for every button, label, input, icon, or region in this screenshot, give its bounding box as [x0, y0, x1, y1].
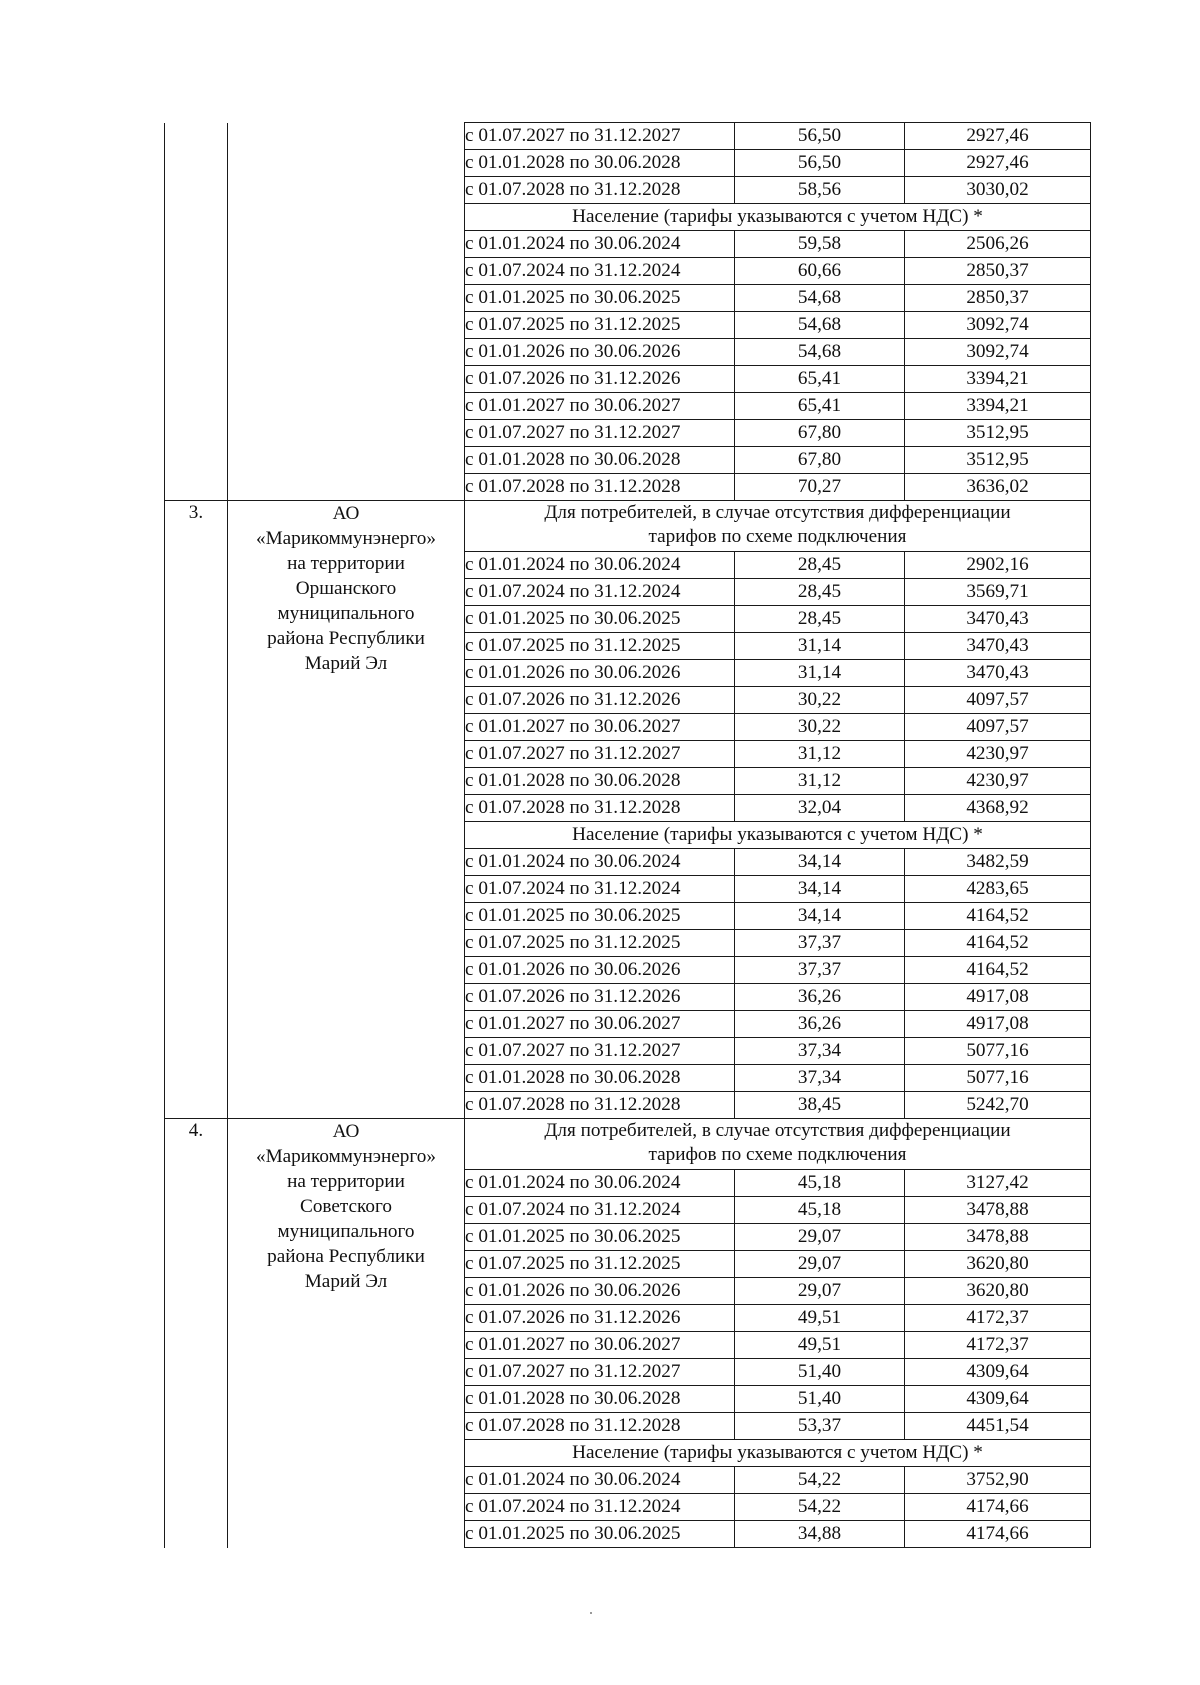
rate-component-1-cell: 29,07 [735, 1278, 905, 1305]
section-number-text: 4. [188, 1120, 204, 1141]
period-cell: с 01.07.2027 по 31.12.2027 [465, 1359, 735, 1386]
rate-component-2-cell: 3478,88 [905, 1224, 1091, 1251]
period-cell: с 01.07.2028 по 31.12.2028 [465, 474, 735, 501]
rate-component-2-cell: 3636,02 [905, 474, 1091, 501]
period-cell: с 01.07.2026 по 31.12.2026 [465, 984, 735, 1011]
rate-component-1-cell: 34,88 [735, 1521, 905, 1548]
period-cell: с 01.01.2025 по 30.06.2025 [465, 285, 735, 312]
rate-component-1-cell: 31,12 [735, 768, 905, 795]
rate-component-1-cell: 28,45 [735, 579, 905, 606]
rate-component-1-cell: 65,41 [735, 366, 905, 393]
rate-component-1-cell: 29,07 [735, 1224, 905, 1251]
rate-component-2-cell: 5077,16 [905, 1038, 1091, 1065]
rate-component-1-cell: 37,37 [735, 957, 905, 984]
period-cell: с 01.07.2027 по 31.12.2027 [465, 1038, 735, 1065]
period-cell: с 01.07.2027 по 31.12.2027 [465, 123, 735, 150]
period-cell: с 01.07.2025 по 31.12.2025 [465, 312, 735, 339]
period-cell: с 01.07.2024 по 31.12.2024 [465, 876, 735, 903]
organization-line: Марий Эл [304, 1271, 388, 1292]
group-title: Население (тарифы указываются с учетом НДС) * [465, 204, 1091, 231]
rate-component-1-cell: 67,80 [735, 447, 905, 474]
period-cell: с 01.01.2024 по 30.06.2024 [465, 552, 735, 579]
organization-line: на территории [287, 553, 405, 574]
group-header-row [165, 501, 1091, 552]
rate-component-1-cell: 31,14 [735, 660, 905, 687]
period-cell: с 01.01.2025 по 30.06.2025 [465, 1224, 735, 1251]
organization-line: на территории [287, 1171, 405, 1192]
rate-component-1-cell: 70,27 [735, 474, 905, 501]
rate-component-1-cell: 54,22 [735, 1467, 905, 1494]
rate-component-1-cell: 58,56 [735, 177, 905, 204]
organization-line: АО [332, 1121, 360, 1142]
group-header-row [165, 1119, 1091, 1170]
rate-component-1-cell: 34,14 [735, 903, 905, 930]
rate-component-2-cell: 4230,97 [905, 768, 1091, 795]
period-cell: с 01.07.2027 по 31.12.2027 [465, 741, 735, 768]
rate-component-2-cell: 3512,95 [905, 420, 1091, 447]
organization-cell [228, 1119, 465, 1548]
period-cell: с 01.07.2027 по 31.12.2027 [465, 420, 735, 447]
rate-component-1-cell: 54,68 [735, 339, 905, 366]
rate-component-1-cell: 49,51 [735, 1305, 905, 1332]
period-cell: с 01.01.2027 по 30.06.2027 [465, 714, 735, 741]
rate-component-2-cell: 3569,71 [905, 579, 1091, 606]
rate-component-2-cell: 4164,52 [905, 930, 1091, 957]
period-cell: с 01.01.2026 по 30.06.2026 [465, 339, 735, 366]
period-cell: с 01.07.2025 по 31.12.2025 [465, 633, 735, 660]
period-cell: с 01.07.2026 по 31.12.2026 [465, 366, 735, 393]
rate-component-1-cell: 59,58 [735, 231, 905, 258]
period-cell: с 01.01.2024 по 30.06.2024 [465, 1467, 735, 1494]
section-number-text: 3. [188, 502, 204, 523]
rate-component-2-cell: 4368,92 [905, 795, 1091, 822]
rate-component-1-cell: 54,68 [735, 285, 905, 312]
organization-line: Марий Эл [304, 653, 388, 674]
rate-component-1-cell: 38,45 [735, 1092, 905, 1119]
period-cell: с 01.01.2027 по 30.06.2027 [465, 1332, 735, 1359]
period-cell: с 01.01.2028 по 30.06.2028 [465, 150, 735, 177]
group-title [465, 1119, 1091, 1170]
rate-component-2-cell: 3752,90 [905, 1467, 1091, 1494]
organization-cell [228, 123, 465, 501]
rate-component-1-cell: 28,45 [735, 606, 905, 633]
period-cell: с 01.07.2028 по 31.12.2028 [465, 177, 735, 204]
period-cell: с 01.01.2028 по 30.06.2028 [465, 447, 735, 474]
period-cell: с 01.01.2025 по 30.06.2025 [465, 606, 735, 633]
rate-component-2-cell: 2927,46 [905, 150, 1091, 177]
rate-component-2-cell: 4164,52 [905, 957, 1091, 984]
rate-component-1-cell: 53,37 [735, 1413, 905, 1440]
organization-line: района Республики [267, 628, 425, 649]
group-title [465, 501, 1091, 552]
rate-component-1-cell: 31,12 [735, 741, 905, 768]
rate-component-2-cell: 3470,43 [905, 633, 1091, 660]
period-cell: с 01.01.2028 по 30.06.2028 [465, 1065, 735, 1092]
organization-line: Оршанского [295, 578, 397, 599]
rate-component-2-cell: 2902,16 [905, 552, 1091, 579]
tariff-row [165, 123, 1091, 150]
scan-speck [590, 1612, 592, 1614]
rate-component-1-cell: 67,80 [735, 420, 905, 447]
rate-component-1-cell: 28,45 [735, 552, 905, 579]
rate-component-2-cell: 4164,52 [905, 903, 1091, 930]
rate-component-2-cell: 3394,21 [905, 393, 1091, 420]
period-cell: с 01.01.2025 по 30.06.2025 [465, 1521, 735, 1548]
rate-component-2-cell: 4097,57 [905, 714, 1091, 741]
rate-component-1-cell: 37,37 [735, 930, 905, 957]
section-number [165, 1119, 228, 1548]
period-cell: с 01.01.2026 по 30.06.2026 [465, 1278, 735, 1305]
rate-component-1-cell: 45,18 [735, 1170, 905, 1197]
rate-component-2-cell: 3470,43 [905, 606, 1091, 633]
period-cell: с 01.07.2028 по 31.12.2028 [465, 795, 735, 822]
rate-component-2-cell: 2850,37 [905, 285, 1091, 312]
group-title-line: Для потребителей, в случае отсутствия дифференциации [544, 502, 1011, 523]
rate-component-1-cell: 45,18 [735, 1197, 905, 1224]
tariff-table [164, 122, 1091, 1548]
rate-component-1-cell: 65,41 [735, 393, 905, 420]
period-cell: с 01.07.2026 по 31.12.2026 [465, 687, 735, 714]
rate-component-2-cell: 4451,54 [905, 1413, 1091, 1440]
section-number [165, 501, 228, 1119]
rate-component-2-cell: 4174,66 [905, 1521, 1091, 1548]
rate-component-1-cell: 34,14 [735, 849, 905, 876]
rate-component-2-cell: 3394,21 [905, 366, 1091, 393]
rate-component-1-cell: 56,50 [735, 123, 905, 150]
rate-component-1-cell: 32,04 [735, 795, 905, 822]
rate-component-2-cell: 4097,57 [905, 687, 1091, 714]
period-cell: с 01.07.2024 по 31.12.2024 [465, 1494, 735, 1521]
rate-component-2-cell: 3620,80 [905, 1278, 1091, 1305]
period-cell: с 01.01.2028 по 30.06.2028 [465, 768, 735, 795]
organization-cell [228, 501, 465, 1119]
group-title-line: тарифов по схеме подключения [648, 526, 907, 547]
rate-component-1-cell: 49,51 [735, 1332, 905, 1359]
period-cell: с 01.07.2024 по 31.12.2024 [465, 579, 735, 606]
period-cell: с 01.07.2025 по 31.12.2025 [465, 1251, 735, 1278]
period-cell: с 01.01.2024 по 30.06.2024 [465, 231, 735, 258]
organization-line: «Марикоммунэнерго» [256, 528, 436, 549]
rate-component-1-cell: 30,22 [735, 714, 905, 741]
period-cell: с 01.01.2024 по 30.06.2024 [465, 1170, 735, 1197]
rate-component-1-cell: 56,50 [735, 150, 905, 177]
period-cell: с 01.07.2028 по 31.12.2028 [465, 1413, 735, 1440]
period-cell: с 01.07.2026 по 31.12.2026 [465, 1305, 735, 1332]
rate-component-1-cell: 31,14 [735, 633, 905, 660]
period-cell: с 01.07.2028 по 31.12.2028 [465, 1092, 735, 1119]
period-cell: с 01.07.2024 по 31.12.2024 [465, 1197, 735, 1224]
organization-line: муниципального [277, 1221, 415, 1242]
rate-component-1-cell: 51,40 [735, 1386, 905, 1413]
rate-component-2-cell: 2927,46 [905, 123, 1091, 150]
organization-line: района Республики [267, 1246, 425, 1267]
rate-component-2-cell: 3092,74 [905, 339, 1091, 366]
rate-component-1-cell: 36,26 [735, 984, 905, 1011]
rate-component-1-cell: 37,34 [735, 1038, 905, 1065]
rate-component-1-cell: 60,66 [735, 258, 905, 285]
rate-component-2-cell: 4283,65 [905, 876, 1091, 903]
period-cell: с 01.01.2028 по 30.06.2028 [465, 1386, 735, 1413]
organization-line: муниципального [277, 603, 415, 624]
period-cell: с 01.01.2027 по 30.06.2027 [465, 1011, 735, 1038]
rate-component-2-cell: 4230,97 [905, 741, 1091, 768]
period-cell: с 01.01.2025 по 30.06.2025 [465, 903, 735, 930]
rate-component-2-cell: 4309,64 [905, 1359, 1091, 1386]
rate-component-2-cell: 3478,88 [905, 1197, 1091, 1224]
rate-component-2-cell: 4917,08 [905, 1011, 1091, 1038]
rate-component-2-cell: 3512,95 [905, 447, 1091, 474]
group-title-line: тарифов по схеме подключения [648, 1144, 907, 1165]
rate-component-1-cell: 36,26 [735, 1011, 905, 1038]
rate-component-2-cell: 3092,74 [905, 312, 1091, 339]
rate-component-2-cell: 3470,43 [905, 660, 1091, 687]
group-title: Население (тарифы указываются с учетом НДС) * [465, 1440, 1091, 1467]
rate-component-2-cell: 3620,80 [905, 1251, 1091, 1278]
period-cell: с 01.01.2024 по 30.06.2024 [465, 849, 735, 876]
section-number [165, 123, 228, 501]
rate-component-2-cell: 4174,66 [905, 1494, 1091, 1521]
organization-line: «Марикоммунэнерго» [256, 1146, 436, 1167]
organization-line: Советского [300, 1196, 392, 1217]
rate-component-2-cell: 4172,37 [905, 1332, 1091, 1359]
period-cell: с 01.07.2025 по 31.12.2025 [465, 930, 735, 957]
rate-component-2-cell: 4309,64 [905, 1386, 1091, 1413]
rate-component-2-cell: 4172,37 [905, 1305, 1091, 1332]
rate-component-1-cell: 30,22 [735, 687, 905, 714]
rate-component-2-cell: 3482,59 [905, 849, 1091, 876]
rate-component-2-cell: 3127,42 [905, 1170, 1091, 1197]
rate-component-1-cell: 34,14 [735, 876, 905, 903]
rate-component-1-cell: 54,22 [735, 1494, 905, 1521]
period-cell: с 01.01.2026 по 30.06.2026 [465, 660, 735, 687]
group-title: Население (тарифы указываются с учетом НДС) * [465, 822, 1091, 849]
rate-component-1-cell: 51,40 [735, 1359, 905, 1386]
period-cell: с 01.01.2026 по 30.06.2026 [465, 957, 735, 984]
rate-component-2-cell: 4917,08 [905, 984, 1091, 1011]
period-cell: с 01.01.2027 по 30.06.2027 [465, 393, 735, 420]
rate-component-2-cell: 3030,02 [905, 177, 1091, 204]
rate-component-2-cell: 2850,37 [905, 258, 1091, 285]
rate-component-2-cell: 5077,16 [905, 1065, 1091, 1092]
period-cell: с 01.07.2024 по 31.12.2024 [465, 258, 735, 285]
rate-component-1-cell: 29,07 [735, 1251, 905, 1278]
rate-component-2-cell: 5242,70 [905, 1092, 1091, 1119]
rate-component-1-cell: 54,68 [735, 312, 905, 339]
organization-line: АО [332, 503, 360, 524]
rate-component-1-cell: 37,34 [735, 1065, 905, 1092]
rate-component-2-cell: 2506,26 [905, 231, 1091, 258]
group-title-line: Для потребителей, в случае отсутствия дифференциации [544, 1120, 1011, 1141]
